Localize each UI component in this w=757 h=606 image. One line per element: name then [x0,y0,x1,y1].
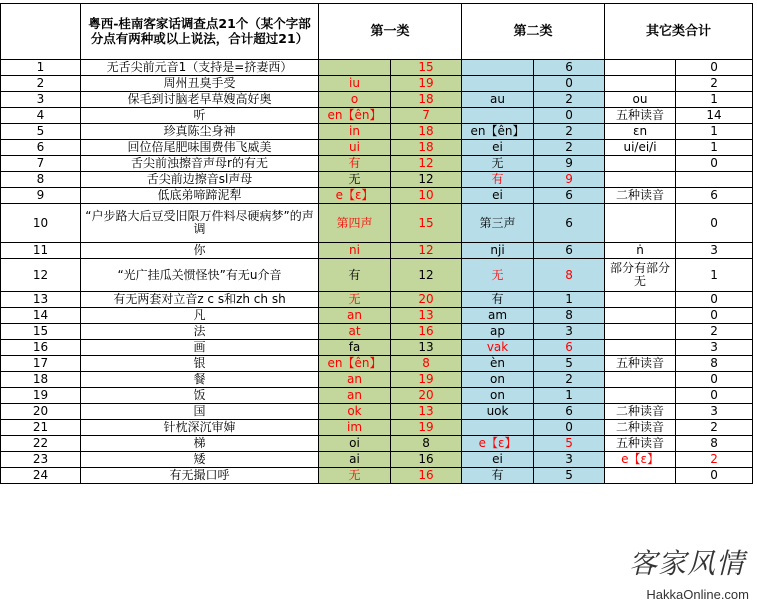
watermark-site-name: HakkaOnline.com [646,587,749,602]
other-form-cell [605,156,676,172]
category-1-form-cell [319,60,391,76]
other-form-cell: 二种读音 [605,188,676,204]
item-cell: 珍真陈尘身神 [81,124,319,140]
category-2-count-cell: 1 [534,388,605,404]
row-number-cell: 6 [1,140,81,156]
row-number-cell: 23 [1,452,81,468]
other-total-cell: 2 [676,420,753,436]
category-1-count-cell: 20 [391,388,462,404]
category-1-form-cell: ok [319,404,391,420]
item-cell: 凡 [81,308,319,324]
other-total-cell: 3 [676,404,753,420]
other-form-cell [605,308,676,324]
category-2-count-cell: 9 [534,156,605,172]
row-number-cell: 1 [1,60,81,76]
watermark-chinese-logo: 客家风情 [628,547,745,580]
category-2-form-cell: èn [462,356,534,372]
other-total-cell: 3 [676,243,753,259]
category-1-count-cell: 7 [391,108,462,124]
category-1-form-cell: fa [319,340,391,356]
table-row [1,60,753,76]
category-1-count-cell: 13 [391,340,462,356]
category-1-form-cell: an [319,308,391,324]
category-2-count-cell: 2 [534,124,605,140]
item-cell: 矮 [81,452,319,468]
other-total-cell: 8 [676,356,753,372]
table-row [1,436,753,452]
item-cell: 回位倍尾肥味围费伟飞威美 [81,140,319,156]
other-form-cell [605,76,676,92]
row-number-cell: 4 [1,108,81,124]
table-row [1,324,753,340]
item-cell: “光广挂瓜关惯怪快”有无u介音 [81,259,319,292]
item-cell: 有无撮口呼 [81,468,319,484]
category-2-count-cell: 9 [534,172,605,188]
row-number-cell: 11 [1,243,81,259]
category-2-count-cell: 6 [534,404,605,420]
row-number-cell: 16 [1,340,81,356]
item-cell: 国 [81,404,319,420]
category-2-form-cell: 有 [462,172,534,188]
watermark [603,542,753,602]
row-number-cell: 22 [1,436,81,452]
table-body [1,60,753,484]
row-number-cell: 21 [1,420,81,436]
row-number-cell: 9 [1,188,81,204]
item-cell: 针枕深沉审婶 [81,420,319,436]
category-2-count-cell: 3 [534,452,605,468]
category-2-form-cell: 无 [462,259,534,292]
table-row [1,308,753,324]
other-total-cell: 0 [676,468,753,484]
category-2-form-cell: au [462,92,534,108]
other-form-cell: ṅ [605,243,676,259]
category-2-form-cell: nji [462,243,534,259]
other-form-cell: 部分有部分无 [605,259,676,292]
table-row [1,140,753,156]
category-1-count-cell: 13 [391,404,462,420]
other-form-cell [605,324,676,340]
category-2-form-cell: 无 [462,156,534,172]
category-1-count-cell: 13 [391,308,462,324]
category-1-count-cell: 16 [391,324,462,340]
other-total-cell: 1 [676,124,753,140]
category-1-count-cell: 12 [391,156,462,172]
other-total-cell: 0 [676,388,753,404]
row-number-cell: 24 [1,468,81,484]
other-total-cell [676,172,753,188]
table-row [1,156,753,172]
other-form-cell: 五种读音 [605,436,676,452]
category-2-form-cell: am [462,308,534,324]
category-1-form-cell: im [319,420,391,436]
row-number-cell: 14 [1,308,81,324]
category-1-form-cell: in [319,124,391,140]
category-2-count-cell: 2 [534,92,605,108]
table-row [1,243,753,259]
item-cell: 周州丑臭手受 [81,76,319,92]
category-1-form-cell: ui [319,140,391,156]
row-number-cell: 7 [1,156,81,172]
category-2-form-cell: 第三声 [462,204,534,243]
category-1-count-cell: 16 [391,468,462,484]
category-2-form-cell [462,108,534,124]
category-2-count-cell: 6 [534,204,605,243]
category-1-form-cell: o [319,92,391,108]
other-total-cell: 1 [676,259,753,292]
category-2-count-cell: 6 [534,188,605,204]
item-cell: “户步路大后豆受旧限万件料尽硬病梦”的声调 [81,204,319,243]
category-2-form-cell: 有 [462,468,534,484]
row-number-cell: 10 [1,204,81,243]
row-number-cell: 18 [1,372,81,388]
item-cell: 你 [81,243,319,259]
category-1-form-cell: 无 [319,292,391,308]
category-1-form-cell: 无 [319,468,391,484]
other-form-cell: 二种读音 [605,420,676,436]
other-form-cell: ui/ei/i [605,140,676,156]
category-1-count-cell: 18 [391,92,462,108]
category-2-form-cell [462,420,534,436]
category-1-form-cell: en【ên】 [319,108,391,124]
category-2-count-cell: 8 [534,308,605,324]
other-total-cell: 0 [676,156,753,172]
category-2-count-cell: 6 [534,243,605,259]
row-number-cell: 15 [1,324,81,340]
category-1-count-cell: 18 [391,124,462,140]
other-form-cell: 五种读音 [605,108,676,124]
category-2-count-cell: 0 [534,108,605,124]
other-total-cell: 6 [676,188,753,204]
other-form-cell: 五种读音 [605,356,676,372]
table-row [1,108,753,124]
category-2-count-cell: 5 [534,356,605,372]
table-row [1,388,753,404]
item-cell: 银 [81,356,319,372]
other-total-cell: 0 [676,60,753,76]
category-2-count-cell: 0 [534,420,605,436]
table-row [1,124,753,140]
category-2-form-cell: e【ɛ】 [462,436,534,452]
row-number-cell: 19 [1,388,81,404]
other-total-cell: 0 [676,292,753,308]
item-cell: 保毛到讨脑老早草嫂高好奥 [81,92,319,108]
category-2-form-cell: ei [462,452,534,468]
survey-table [0,3,753,484]
other-total-cell: 1 [676,140,753,156]
category-2-form-cell: ei [462,188,534,204]
category-1-count-cell: 16 [391,452,462,468]
table-row [1,76,753,92]
category-1-form-cell: ai [319,452,391,468]
category-2-count-cell: 1 [534,292,605,308]
category-1-count-cell: 18 [391,140,462,156]
category-1-form-cell: e【ɛ】 [319,188,391,204]
category-2-count-cell: 0 [534,76,605,92]
category-2-count-cell: 5 [534,468,605,484]
header-row [1,4,753,60]
category-2-form-cell: on [462,372,534,388]
row-number-cell: 8 [1,172,81,188]
item-cell: 舌尖前边擦音sl声母 [81,172,319,188]
category-2-count-cell: 5 [534,436,605,452]
table-row [1,372,753,388]
other-total-cell: 2 [676,324,753,340]
category-1-count-cell: 12 [391,259,462,292]
header-blank [1,4,81,60]
category-1-form-cell: 第四声 [319,204,391,243]
item-cell: 有无两套对立音z c s和zh ch sh [81,292,319,308]
other-total-cell: 1 [676,92,753,108]
other-form-cell [605,372,676,388]
other-total-cell: 0 [676,308,753,324]
category-2-count-cell: 2 [534,372,605,388]
category-2-form-cell: ap [462,324,534,340]
table-row [1,92,753,108]
category-1-count-cell: 8 [391,356,462,372]
category-2-form-cell: 有 [462,292,534,308]
row-number-cell: 20 [1,404,81,420]
category-1-form-cell: an [319,372,391,388]
other-total-cell: 0 [676,204,753,243]
category-1-count-cell: 19 [391,76,462,92]
table-row [1,204,753,243]
category-1-count-cell: 19 [391,372,462,388]
category-1-form-cell: oi [319,436,391,452]
category-1-count-cell: 20 [391,292,462,308]
category-1-count-cell: 12 [391,243,462,259]
item-cell: 无舌尖前元音1（支持是=挤妻西） [81,60,319,76]
other-total-cell: 8 [676,436,753,452]
other-form-cell: ɛn [605,124,676,140]
item-cell: 餐 [81,372,319,388]
item-cell: 画 [81,340,319,356]
table-row [1,259,753,292]
row-number-cell: 12 [1,259,81,292]
category-1-form-cell: 有 [319,259,391,292]
item-cell: 听 [81,108,319,124]
row-number-cell: 5 [1,124,81,140]
item-cell: 法 [81,324,319,340]
table-row [1,356,753,372]
category-1-count-cell: 10 [391,188,462,204]
category-2-count-cell: 6 [534,340,605,356]
table-row [1,452,753,468]
table-row [1,420,753,436]
other-total-cell: 3 [676,340,753,356]
category-2-form-cell [462,60,534,76]
category-2-form-cell: uok [462,404,534,420]
other-total-cell: 2 [676,76,753,92]
category-1-form-cell: at [319,324,391,340]
table-row [1,188,753,204]
row-number-cell: 13 [1,292,81,308]
category-2-form-cell: ei [462,140,534,156]
other-total-cell: 0 [676,372,753,388]
other-form-cell [605,172,676,188]
row-number-cell: 3 [1,92,81,108]
category-2-form-cell: en【ên】 [462,124,534,140]
other-form-cell: ou [605,92,676,108]
header-other-total: 其它类合计 [605,4,753,60]
category-1-form-cell: an [319,388,391,404]
category-1-form-cell: 无 [319,172,391,188]
item-cell: 低底弟啼蹄泥犁 [81,188,319,204]
category-2-form-cell [462,76,534,92]
table-row [1,172,753,188]
category-2-count-cell: 8 [534,259,605,292]
table-row [1,468,753,484]
item-cell: 舌尖前浊擦音声母r的有无 [81,156,319,172]
other-form-cell [605,292,676,308]
other-form-cell [605,388,676,404]
category-2-count-cell: 2 [534,140,605,156]
category-1-form-cell: en【ên】 [319,356,391,372]
other-form-cell: e【ɛ】 [605,452,676,468]
category-1-count-cell: 8 [391,436,462,452]
other-form-cell [605,468,676,484]
category-2-form-cell: on [462,388,534,404]
item-cell: 饭 [81,388,319,404]
other-form-cell [605,340,676,356]
row-number-cell: 2 [1,76,81,92]
other-total-cell: 2 [676,452,753,468]
header-survey-title: 粤西-桂南客家话调查点21个（某个字部分点有两种或以上说法，合计超过21） [81,4,319,60]
category-1-count-cell: 15 [391,60,462,76]
table-row [1,292,753,308]
category-1-count-cell: 15 [391,204,462,243]
other-form-cell [605,60,676,76]
header-category-1: 第一类 [319,4,462,60]
category-1-count-cell: 19 [391,420,462,436]
row-number-cell: 17 [1,356,81,372]
category-1-form-cell: iu [319,76,391,92]
header-category-2: 第二类 [462,4,605,60]
category-2-count-cell: 3 [534,324,605,340]
category-1-count-cell: 12 [391,172,462,188]
category-2-form-cell: vak [462,340,534,356]
category-1-form-cell: 有 [319,156,391,172]
other-total-cell: 14 [676,108,753,124]
other-form-cell: 二种读音 [605,404,676,420]
category-2-count-cell: 6 [534,60,605,76]
category-1-form-cell: ni [319,243,391,259]
item-cell: 梯 [81,436,319,452]
other-form-cell [605,204,676,243]
table-row [1,340,753,356]
table-row [1,404,753,420]
